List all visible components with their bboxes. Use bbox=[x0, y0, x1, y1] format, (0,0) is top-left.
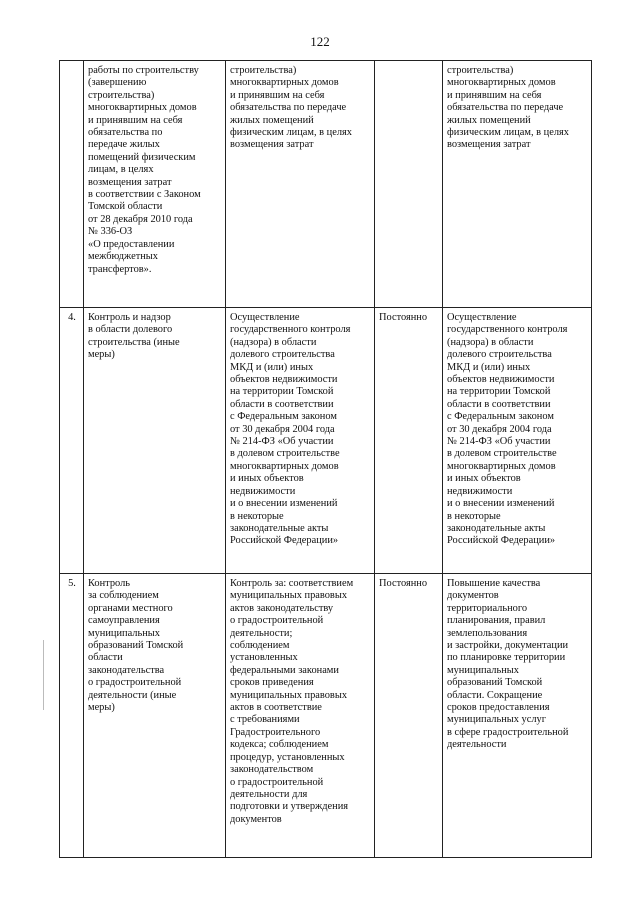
table-row-continuation bbox=[60, 61, 592, 308]
measure-result: Осуществление государственного контроля (надзора) в области долевого строительства МКД и (или) иных объектов недвижимости на территории Томской области в соответствии с Федеральным законом от 30 декабря 2004 года № 214-ФЗ «Об участии в долевом строительстве многоквартирных домов и иных объектов недвижимости и о внесении изменений в некоторые законодательные акты Российской Федерации» bbox=[443, 308, 592, 574]
row-number: 5. bbox=[60, 574, 84, 858]
measure-name: Контроль и надзор в области долевого строительства (иные меры) bbox=[84, 308, 226, 574]
measure-content: строительства) многоквартирных домов и принявшим на себя обязательства по передаче жилых помещений физическим лицам, в целях возмещения затрат bbox=[226, 61, 375, 308]
measure-content: Осуществление государственного контроля (надзора) в области долевого строительства МКД и (или) иных объектов недвижимости на территории Томской области в соответствии с Федеральным законом от 30 декабря 2004 года № 214-ФЗ «Об участии в долевом строительстве многоквартирных домов и иных объектов недвижимости и о внесении изменений в некоторые законодательные акты Российской Федерации» bbox=[226, 308, 375, 574]
table-row-5 bbox=[60, 574, 592, 858]
measure-term: Постоянно bbox=[375, 308, 443, 574]
row-number bbox=[60, 61, 84, 308]
measures-table bbox=[59, 60, 592, 858]
table-row-4 bbox=[60, 308, 592, 574]
measure-term bbox=[375, 61, 443, 308]
measure-content: Контроль за: соответствием муниципальных правовых актов законодательству о градостроительной деятельности; соблюдением установленных федеральными законами сроков приведения муниципальных правовых актов в соответствие с требованиями Градостроительного кодекса; соблюдением процедур, установленных законодательством о градостроительной деятельности для подготовки и утверждения документов bbox=[226, 574, 375, 858]
row-number: 4. bbox=[60, 308, 84, 574]
measure-result: Повышение качества документов территориального планирования, правил землепользования и застройки, документации по планировке территории муниципальных образований Томской области. Сокращение сроков предоставления муниципальных услуг в сфере градостроительной деятельности bbox=[443, 574, 592, 858]
measure-result: строительства) многоквартирных домов и принявшим на себя обязательства по передаче жилых помещений физическим лицам, в целях возмещения затрат bbox=[443, 61, 592, 308]
page-number: 122 bbox=[310, 34, 330, 49]
measure-name: работы по строительству (завершению строительства) многоквартирных домов и принявшим на себя обязательства по передаче жилых помещений физическим лицам, в целях возмещения затрат в соответствии с Законом Томской области от 28 декабря 2010 года № 336-ОЗ «О предоставлении межбюджетных трансфертов». bbox=[84, 61, 226, 308]
scan-margin-mark bbox=[43, 640, 44, 710]
measure-term: Постоянно bbox=[375, 574, 443, 858]
measure-name: Контроль за соблюдением органами местного самоуправления муниципальных образований Томской области законодательства о градостроительной деятельности (иные меры) bbox=[84, 574, 226, 858]
